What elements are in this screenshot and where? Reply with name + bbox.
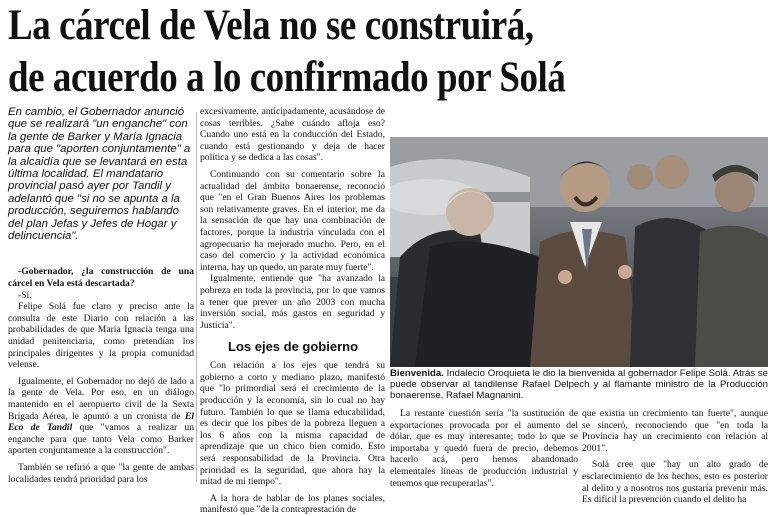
headline-line-1: La cárcel de Vela no se construirá, (8, 2, 534, 49)
newspaper-name: El Eco de Tandil (8, 410, 194, 434)
body-paragraph: Con relación a los ejes que tendrá su gobierno a corto y mediano plazo, manifestó que "lo primordial será el crecimiento de la producción y la economía, sin lo cual no hay futuro. También lo que se llama educabilidad, es decir que los pibes de la pobreza lleguen a los 6 años con la misma capacidad de aprendizaje que un chico bien comido. Esto será responsabilidad de la Provincia. Otra prioridad es la seguridad, que ahora hay la mitad de mi tiempo". (200, 360, 385, 488)
body-paragraph: Continuando con su comentario sobre la actualidad del ámbito bonaerense, reconoció que "en el Gran Buenos Aires los problemas son relativamente graves. En el interior, me da la sensación de que hay una combinación de factores, porque la industria vinculada con el agropecuario ha mejorado mucho. Pero, en el caso del comercio y la actividad económica interna, hay un quedo, un parate muy fuerte". (200, 168, 385, 273)
caption-text: Indalecio Oroquieta le dio la bienvenida al gobernador Felipe Solá. Atrás se puede observar al tandilense Rafael Delpech y al flamante ministro de la Producción bonaerense, Rafael Magnanini. (390, 368, 768, 402)
interview-question: -Gobernador, ¿la construcción de una cárcel en Vela está descartada? (8, 266, 194, 290)
body-paragraph: También se refirió a que "la gente de ambas localidades tendrá prioridad para los (8, 461, 194, 485)
body-paragraph: Felipe Solá fue claro y preciso ante la consulta de este Diario con relación a las probabilidades de que María Ignacia tenga una unidad penitenciaria, como pretendían los principales dirigentes y la propia comunidad velense. (8, 301, 194, 371)
text-run: Igualmente, el Gobernador no dejó de lado a la gente de Vela. Por eso, en un diálogo mantenido en el aeropuerto civil de la Sexta Brigada Aérea, le apuntó a un cronista de (8, 375, 194, 422)
body-paragraph: Igualmente, entiende que "ha avanzado la pobreza en toda la provincia, por lo que vamos a tener que prever un año 2003 con mucha inversión social, más gastos en seguridad y Justicia". (200, 273, 385, 331)
text-run: que "vamos a realizar un enganche para que tanto Vela como Barker aporten conjuntamente a la construcción". (8, 422, 195, 457)
photo-caption (390, 368, 768, 402)
article-column-1 (8, 106, 194, 485)
body-paragraph (8, 376, 194, 457)
news-photo-illustration (390, 137, 768, 367)
body-paragraph: A la hora de hablar de los planes sociales, manifestó que "de la contraprestación de (200, 492, 385, 516)
body-paragraph: excesivamente, anticipadamente, acusándose de cosas terribles. ¿Sabe cuándo afloja eso? Cuando uno está en la conducción del Estado, cuando está gestionando y deja de hacer política y se dedica a las cosas". (200, 106, 385, 164)
caption-lead: Bienvenida. (390, 368, 444, 379)
article-column-3 (390, 408, 578, 489)
section-subheading: Los ejes de gobierno (228, 339, 359, 355)
body-paragraph: que existía un crecimiento tan fuerte", aunque se sinceró, reconociendo que "en toda la Provincia hay un crecimiento con relación al 2001". (582, 408, 768, 454)
body-paragraph: Solá cree que "hay un alto grado de esclarecimiento de los hechos, esto es posterior al delito y a nosotros nos gustaría prevenir más. Es difícil la prevención cuando el delito ha (582, 459, 768, 506)
article-column-4 (582, 408, 768, 506)
news-photo (390, 137, 768, 367)
article-column-2 (200, 106, 385, 516)
lead-paragraph: En cambio, el Gobernador anunció que se realizará "un enganche" con la gente de Barker y María Ignacia para que "aporten conjuntamente" a la alcaidía que se levantará en esta última localidad. El mandatario provincial pasó ayer por Tandil y adelantó que "si no se apunta a la producción, seguiremos hablando del plan Jefas y Jefes de Hogar y delincuencia". (8, 106, 191, 243)
body-paragraph: La restante cuestión sería "la sustitución de exportaciones provocada por el aumento del dólar, que es muy interesante; todo lo que se importaba y quedó fuera de precio, debemos hacerlo acá, pero hemos abandonado elementales líneas de producción industrial y tenemos que recuperarlas". (390, 408, 578, 489)
column-divider (196, 112, 197, 482)
headline-line-2: de acuerdo a lo confirmado por Solá (8, 54, 566, 101)
interview-answer: -Sí. (18, 289, 32, 301)
